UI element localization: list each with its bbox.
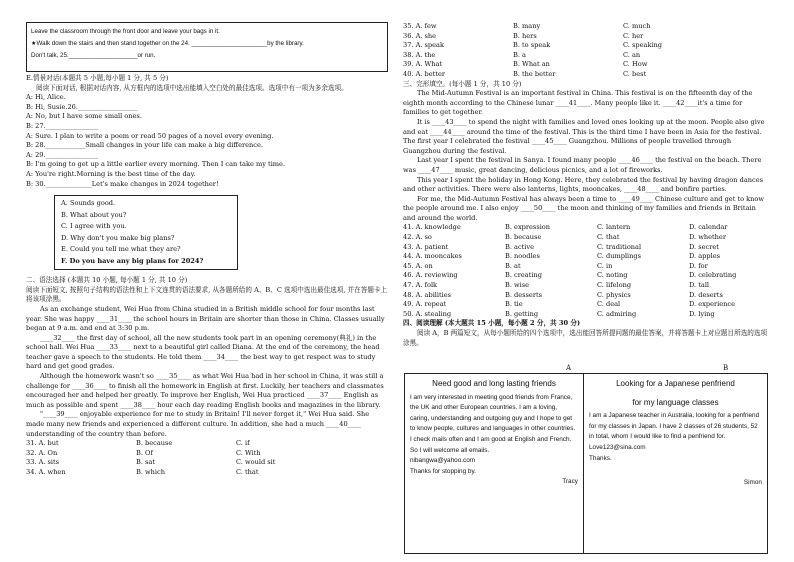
choice-c: C. dumplings	[597, 252, 642, 261]
choice-c: C. lifelong	[597, 281, 632, 290]
choice-a: 31. A. but	[26, 439, 59, 448]
choice-row	[403, 60, 769, 70]
choice-b: B. hers	[513, 31, 537, 40]
dialogue-line: A: 29.________________	[26, 150, 99, 159]
passage-paragraph: Last year I spent the festival in Sanya. I found many people ____46____ the festival on the beach. There was ____47____ music, great dancing, delicious picnics, and a lot of fireworks.	[403, 156, 762, 174]
choice-d: D. for	[689, 261, 708, 270]
choice-c: C. that	[236, 468, 259, 476]
choice-b: B. sat	[136, 458, 156, 467]
option-item: F. Do you have any big plans for 2024?	[61, 256, 204, 265]
card-b-closing: Thanks.	[589, 454, 612, 462]
choice-row	[403, 233, 769, 243]
choice-d: D. secret	[689, 242, 719, 251]
choice-c: C. that	[597, 233, 620, 242]
passage-paragraph: This year I spent the holiday in Hong Kong. Here, they celebrated the festival by having dragon dances and other activities. There were also lanterns, lights, mooncakes, ____48____ and bonfire parties.	[403, 175, 764, 194]
dialogue-line: B: 28.____________Small changes in your life can make a big difference.	[26, 141, 263, 150]
choice-c: C. physics	[597, 290, 631, 299]
option-item: A. Sounds good.	[61, 199, 116, 208]
choice-c: C. best	[623, 69, 647, 78]
passage-paragraph: ____32____ the first day of school, all the new students took part in an opening ceremony(典礼) in the school hall. Wei Hua ____33____ next to a beautiful girl called Diana. At the end of the ceremony, the head teacher gave a speech to the students. He told them ____34____ the best way to get respect was to study hard and get good grades.	[26, 333, 380, 371]
choice-a: 48. A. abilities	[403, 290, 452, 299]
choices-41-50	[403, 223, 769, 319]
choice-a: 36. A. she	[403, 31, 437, 40]
dialogue-line: A: No, but I have some small ones.	[26, 112, 142, 121]
choice-d: D. tall	[689, 281, 710, 290]
section-e-title: E.情景对话(本题共 5 小题,每小题 1 分, 共 5 分)	[26, 74, 169, 82]
choice-c: C. lantern	[597, 223, 631, 232]
choice-c: C. With	[236, 448, 261, 457]
choice-row	[403, 281, 769, 291]
choice-row	[403, 70, 769, 80]
choice-c: C. much	[623, 22, 651, 30]
choice-b: B. a	[513, 50, 526, 59]
card-a-body: I am very interested in meeting good friends from France, the UK and other European countries. I am a loving, caring, understanding and outgoing guy and I hope to get to know people, cultures and languages in other countries. I check mails often and I am good at English and French. So I will welcome all emails.	[410, 393, 576, 454]
choice-row	[403, 262, 769, 272]
choice-row	[403, 243, 769, 253]
choice-b: B. because	[136, 439, 173, 448]
choice-a: 47. A. folk	[403, 281, 438, 290]
card-b	[584, 373, 768, 554]
right-column	[403, 22, 769, 348]
card-b-signature: Simon	[743, 479, 762, 487]
choice-b: B. getting	[505, 309, 539, 318]
choice-row	[403, 41, 769, 51]
choice-a: 50. A. stealing	[403, 309, 452, 318]
choice-row	[403, 32, 769, 42]
choice-row	[403, 300, 769, 310]
choice-b: B. desserts	[505, 290, 543, 299]
choice-a: 43. A. patient	[403, 242, 449, 251]
choice-row	[403, 271, 769, 281]
dialogue-line: B: 27.________________	[26, 121, 99, 130]
choice-a: 35. A. few	[403, 22, 437, 30]
section-4-title: 四、阅读理解 (本大题共 15 小题，每小题 2 分，共 30 分)	[403, 319, 581, 328]
option-item: D. Why don't you make big plans?	[61, 233, 175, 242]
choice-c: C. her	[623, 31, 644, 40]
choice-a: 39. A. What	[403, 60, 443, 69]
left-column	[26, 22, 388, 478]
card-b-subtitle: for my language classes	[632, 397, 719, 407]
options-box	[54, 195, 238, 270]
card-b-email: Love123@sina.com	[589, 443, 646, 451]
choice-d: D. deserts	[689, 290, 723, 299]
passage-b-label: B	[723, 364, 729, 372]
dialogue-line: A: You're right.Morning is the best time of the day.	[26, 169, 196, 178]
choice-b: B. at	[505, 261, 521, 270]
passage-paragraph: It is ____43____ to spend the night with families and loved ones looking up at the moon. People also give and eat ____44____ around the time of the festival. This is the third time I have been in Asia for the festival. The first year I celebrated the festival ____45____ Guangzhou. Millions of people travelled through Guangzhou during the festival.	[403, 117, 765, 155]
choice-b: B. tie	[505, 300, 523, 309]
choice-b: B. noodles	[505, 252, 540, 261]
section-2-instruction: 阅读下面短文, 按照句子结构的语法性和上下文连贯的语法要求, 从各题所给的 A、B、C 选项中选出最佳选项, 并在答题卡上将该项涂黑。	[26, 285, 388, 304]
passage-paragraph: Although the homework wasn't so ____35____ as what Wei Hua had in her school in China, it was still a challenge for ____36____ to finish all the homework in English at first. Luckily, her teachers and classmates encouraged her and helped her greatly. To improve her English, Wei Hua practiced ____37____ English as much as possible and spent ____38____ hour each day reading English books and magazines in the library.	[26, 372, 384, 409]
choice-c: C. an	[623, 50, 641, 59]
choice-row	[26, 468, 388, 478]
choice-b: B. wise	[505, 281, 530, 290]
section-4-instruction: 阅读 A，B 两篇短文，从每小题所给的四个选项中，选出能回答所提问题的最佳答案，并将答题卡上对应题目所选的选项涂黑。	[403, 329, 768, 347]
choice-a: 33. A. sits	[26, 458, 60, 467]
passage-a-label: A	[566, 364, 572, 372]
card-a	[404, 373, 584, 554]
choice-c: C. admiring	[597, 309, 637, 318]
option-item: C. I agree with you.	[61, 222, 127, 231]
choice-row	[26, 458, 388, 468]
passage-paragraph: As an exchange student, Wei Hua from China studied in a British middle school for four months last year. She was happy ____31____ the school hours in Britain are shorter than those in China. Classes usually began at 9 a.m. and end at 3:30 p.m.	[26, 304, 385, 333]
dialogue-line: A: Sure. I plan to write a poem or read 50 pages of a novel every evening.	[26, 131, 274, 140]
passage-paragraph: The Mid-Autumn Festival is an important festival in China. This festival is on the fifteenth day of the eighth month according to the Chinese lunar ____41____. Many people like it. ____42____it's a time for families to get together.	[403, 89, 753, 117]
choice-d: D. calendar	[689, 223, 728, 232]
option-item: B. What about you?	[61, 210, 127, 219]
choice-a: 37. A. speak	[403, 41, 444, 50]
choice-b: B. to speak	[513, 41, 551, 50]
card-a-email: nibangwa@yahoo.com	[410, 457, 476, 465]
choice-row	[26, 439, 388, 449]
choice-c: C. in	[597, 261, 613, 270]
choice-a: 41. A. knowledge	[403, 223, 461, 232]
choice-c: C. would sit	[236, 458, 276, 467]
choice-b: B. many	[513, 22, 541, 30]
choice-row	[403, 291, 769, 301]
choice-a: 32. A. On	[26, 448, 58, 457]
dialogue-line: B: I'm going to get up a little earlier every morning. Then I can take my time.	[26, 160, 286, 169]
choice-a: 34. A. when	[26, 468, 66, 476]
choice-c: C. noting	[597, 271, 628, 280]
choice-d: D. experience	[689, 300, 735, 309]
choice-b: B. Of	[136, 448, 153, 457]
choice-c: C. traditional	[597, 242, 642, 251]
section-e-instruction: 阅读下面对话, 根据对话内容, 从方框内的选项中选出能填入空白处的最佳选项。选项中有一项为多余选项。	[36, 83, 348, 92]
choice-row	[403, 22, 769, 32]
choice-a: 45. A. on	[403, 261, 433, 270]
choice-a: 44. A. mooncakes	[403, 252, 462, 261]
choice-c: C. deal	[597, 300, 621, 309]
choice-b: B. because	[505, 233, 542, 242]
card-a-closing: Thanks for stopping by.	[410, 467, 476, 475]
choice-c: C. if	[236, 439, 250, 448]
choice-d: D. apples	[689, 252, 721, 261]
choice-a: 38. A. the	[403, 50, 436, 59]
choice-a: 42. A. so	[403, 233, 432, 242]
choices-31-34	[26, 439, 388, 477]
choice-d: D. celebrating	[689, 271, 737, 280]
card-a-signature: Tracy	[562, 478, 578, 486]
choice-a: 46. A. reviewing	[403, 271, 458, 280]
dialogue-line: A: Hi, Alice.	[26, 93, 66, 102]
choice-c: C. How	[623, 60, 648, 69]
choice-row	[403, 223, 769, 233]
choice-b: B. the better	[513, 69, 556, 78]
choices-35-40	[403, 22, 769, 80]
choice-a: 40. A. better	[403, 69, 446, 78]
choice-d: D. lying	[689, 309, 715, 318]
choice-d: D. whether	[689, 233, 726, 242]
instruction-box	[26, 22, 388, 72]
passage-paragraph: For me, the Mid-Autumn Festival has always been a time to ____49____ Chinese culture and get to know the people around me. I also enjoy ____50____ the moon and thinking of my families and friends in Britain and around the world.	[403, 194, 765, 222]
dialogue-line: B: Hi, Susie.26.__________________	[26, 102, 138, 111]
card-b-body: I am a Japanese teacher in Australia, looking for a penfriend for my classes in Japan. I have 2 classes of 26 students, 52 in total, whom I would like to find a penfriend for.	[589, 412, 760, 441]
reading-cards	[404, 373, 768, 554]
choice-row	[403, 252, 769, 262]
option-item: E. Could you tell me what they are?	[61, 245, 181, 254]
choice-row	[26, 449, 388, 459]
choice-c: C. speaking	[623, 41, 663, 50]
dialogue-line: B: 30.______________Let's make changes in 2024 together!	[26, 179, 219, 188]
box-line-1: Leave the classroom through the front door and leave your bags in it.	[31, 28, 220, 35]
choice-a: 49. A. repeat	[403, 300, 447, 309]
box-line-3: Don't talk, 25.____________________or run.	[31, 52, 156, 59]
choice-b: B. which	[136, 468, 165, 476]
choice-b: B. expression	[505, 223, 551, 232]
choice-b: B. active	[505, 242, 535, 251]
choice-b: B. What an	[513, 60, 550, 69]
section-2-title: 二、语法选择 (本题共 10 小题, 每小题 1 分, 共 10 分)	[26, 276, 188, 285]
card-b-title: Looking for a Japanese penfriend	[616, 379, 735, 388]
passage-paragraph: "____39____ enjoyable experience for me to study in Britain! I'll never forget it," Wei Hua said. She made many new friends and experienced a different culture. In addition, she had a much ____40____ understanding of the country than before.	[26, 410, 370, 438]
section-3-title: 三、完形填空。(每小题 1 分，共 10 分)	[403, 79, 522, 88]
choice-b: B. creating	[505, 271, 542, 280]
choice-row	[403, 51, 769, 61]
choice-row	[403, 310, 769, 320]
box-line-2: ★Walk down the stairs and then stand together on the 24. ______________________by the library.	[31, 40, 304, 47]
card-a-title: Need good and long lasting friends	[432, 379, 556, 388]
